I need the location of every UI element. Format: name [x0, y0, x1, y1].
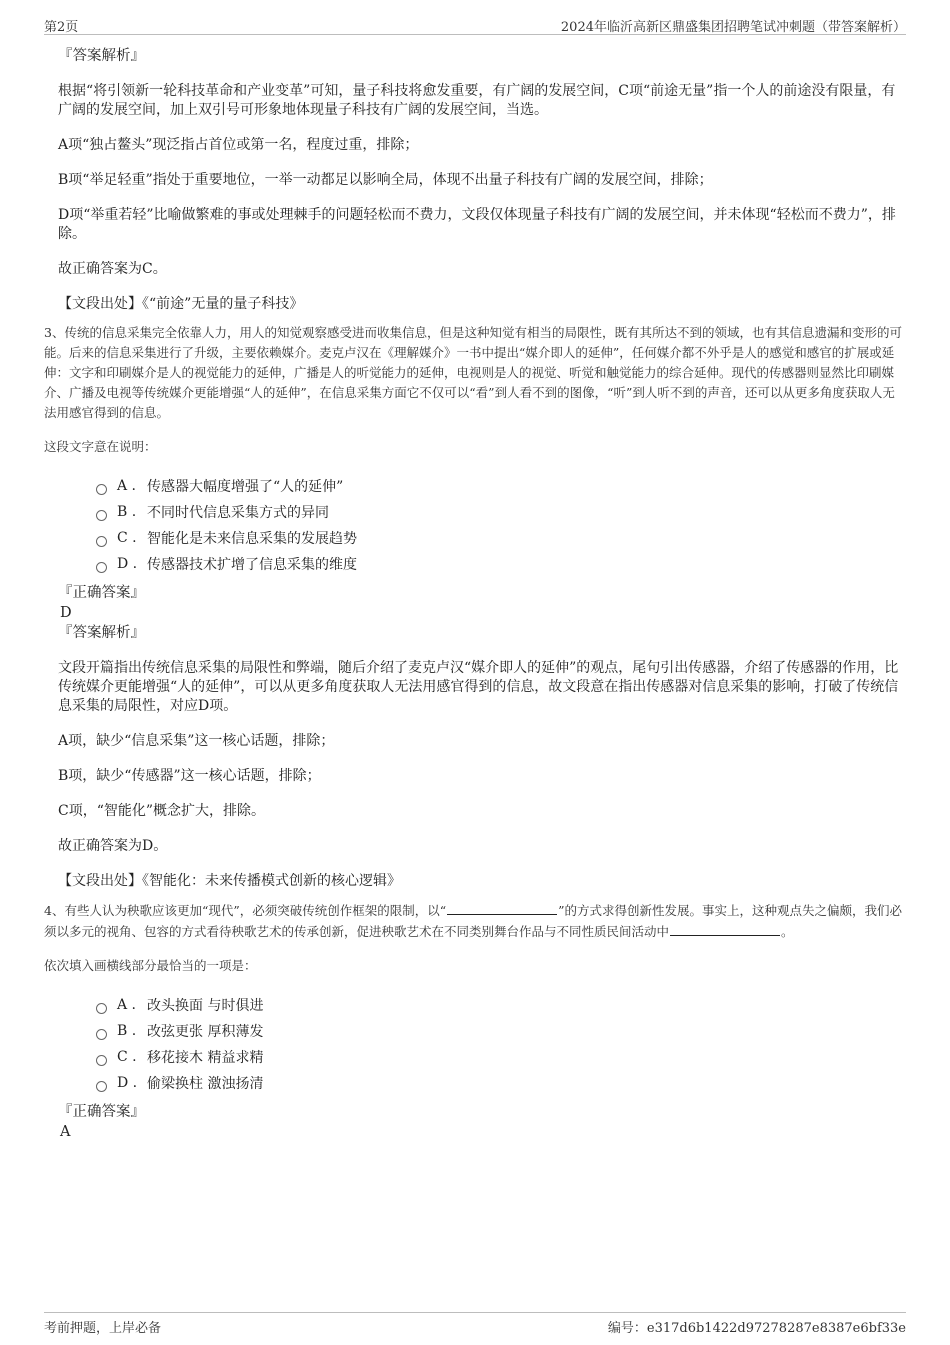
option-letter: D .	[117, 556, 138, 572]
q4-option-c[interactable]	[96, 1044, 906, 1070]
option-letter: D .	[117, 1075, 138, 1091]
footer-code-label: 编号：	[607, 1321, 647, 1336]
q2-analysis-para: A项“独占鳌头”现泛指占首位或第一名，程度过重，排除；	[58, 137, 419, 153]
q3-analysis-label: 『答案解析』	[58, 625, 145, 641]
option-letter: B .	[117, 504, 137, 520]
q3-option-b[interactable]	[96, 499, 906, 525]
q4-stem	[44, 900, 906, 942]
option-text: 不同时代信息采集方式的异同	[147, 505, 329, 521]
footer-code-value: e317d6b1422d97278287e8387e6bf33e	[646, 1321, 906, 1336]
option-letter: C .	[117, 530, 137, 546]
radio-icon[interactable]	[96, 484, 107, 495]
radio-icon[interactable]	[96, 1029, 107, 1040]
q3-option-a[interactable]	[96, 473, 906, 499]
page-number: 第2页	[44, 20, 79, 35]
footer-code	[608, 1317, 906, 1336]
radio-icon[interactable]	[96, 1003, 107, 1014]
page-content	[44, 46, 906, 1142]
q4-correct-label: 『正确答案』	[58, 1104, 145, 1120]
q3-stem: 3、传统的信息采集完全依靠人力，用人的知觉观察感受进而收集信息，但是这种知觉有相当的局限性，既有其所达不到的领域，也有其信息遗漏和变形的可能。后来的信息采集进行了升级，主要依赖媒介。麦克卢汉在《理解媒介》一书中提出“媒介即人的延伸”，任何媒介都不外乎是人的感觉和感官的扩展或延伸：文字和印刷媒介是人的视觉能力的延伸，广播是人的听觉能力的延伸，电视则是人的视觉、听觉和触觉能力的综合延伸。现代的传感器则显然比印刷媒介、广播及电视等传统媒介更能增强“人的延伸”，在信息采集方面它不仅可以“看”到人看不到的图像，“听”到人听不到的声音，还可以从更多角度获取人无法用感官得到的信息。	[44, 325, 902, 420]
q3-analysis-para: C项，“智能化”概念扩大，排除。	[58, 803, 266, 819]
radio-icon[interactable]	[96, 1081, 107, 1092]
q3-prompt: 这段文字意在说明：	[44, 439, 157, 454]
q4-option-d[interactable]	[96, 1070, 906, 1096]
option-letter: A .	[117, 997, 137, 1013]
q3-analysis-para: 文段开篇指出传统信息采集的局限性和弊端，随后介绍了麦克卢汉“媒介即人的延伸”的观点，尾句引出传感器，介绍了传感器的作用，比传统媒介更能增强“人的延伸”，可以从更多角度获取人无法用感官得到的信息，故文段意在指出传感器对信息采集的影响，打破了传统信息采集的局限性，对应D项。	[58, 660, 899, 714]
q3-option-c[interactable]	[96, 525, 906, 551]
radio-icon[interactable]	[96, 562, 107, 573]
option-letter: B .	[117, 1023, 137, 1039]
radio-icon[interactable]	[96, 510, 107, 521]
q3-correct-value: D	[60, 605, 72, 621]
option-text: 传感器大幅度增强了“人的延伸”	[147, 479, 344, 495]
option-text: 传感器技术扩增了信息采集的维度	[147, 557, 357, 573]
q4-prompt: 依次填入画横线部分最恰当的一项是：	[44, 958, 257, 973]
q2-analysis-para: B项“举足轻重”指处于重要地位，一举一动都足以影响全局，体现不出量子科技有广阔的发展空间，排除；	[58, 172, 713, 188]
page-footer	[44, 1312, 906, 1335]
q3-analysis-para: A项，缺少“信息采集”这一核心话题，排除；	[58, 733, 335, 749]
option-text: 移花接木 精益求精	[147, 1050, 264, 1066]
q2-source: 【文段出处】《“前途”无量的量子科技》	[58, 296, 304, 312]
q4-stem-part2: ”的方式求得创新性发展。事实上，这种观点失之偏颇，我们必须以多元的视角、包容的方式看待秧歌艺术的传承创新，促进秧歌艺术在不同类别舞台作品与不同性质民间活动中	[44, 903, 903, 939]
q4-stem-part1: 4、有些人认为秧歌应该更加“现代”，必须突破传统创作框架的限制，以“	[44, 903, 447, 918]
q3-correct-label: 『正确答案』	[58, 585, 145, 601]
q2-analysis-para: 故正确答案为C。	[58, 261, 167, 277]
page-header	[44, 14, 906, 35]
radio-icon[interactable]	[96, 1055, 107, 1066]
radio-icon[interactable]	[96, 536, 107, 547]
option-text: 改头换面 与时俱进	[147, 998, 264, 1014]
footer-slogan: 考前押题，上岸必备	[44, 1321, 162, 1336]
option-letter: A .	[117, 478, 137, 494]
option-text: 改弦更张 厚积薄发	[147, 1024, 264, 1040]
q2-analysis-label: 『答案解析』	[58, 48, 145, 64]
q4-correct-value: A	[60, 1124, 71, 1140]
q4-options	[96, 992, 906, 1096]
q2-analysis-para: D项“举重若轻”比喻做繁难的事或处理棘手的问题轻松而不费力，文段仅体现量子科技有广阔的发展空间，并未体现“轻松而不费力”，排除。	[58, 207, 896, 242]
q3-source: 【文段出处】《智能化：未来传播模式创新的核心逻辑》	[58, 873, 401, 889]
q3-analysis-para: 故正确答案为D。	[58, 838, 168, 854]
q4-option-b[interactable]	[96, 1018, 906, 1044]
q3-analysis-para: B项，缺少“传感器”这一核心话题，排除；	[58, 768, 321, 784]
q2-analysis-para: 根据“将引领新一轮科技革命和产业变革”可知，量子科技将愈发重要，有广阔的发展空间，C项“前途无量”指一个人的前途没有限量，有广阔的发展空间，加上双引号可形象地体现量子科技有广阔的发展空间，当选。	[58, 83, 896, 118]
document-title: 2024年临沂高新区鼎盛集团招聘笔试冲刺题（带答案解析）	[560, 20, 906, 35]
option-letter: C .	[117, 1049, 137, 1065]
q4-stem-part3: 。	[781, 924, 794, 939]
fill-blank-1[interactable]	[447, 900, 557, 915]
q4-option-a[interactable]	[96, 992, 906, 1018]
option-text: 偷梁换柱 激浊扬清	[147, 1076, 264, 1092]
option-text: 智能化是未来信息采集的发展趋势	[147, 531, 357, 547]
q3-option-d[interactable]	[96, 551, 906, 577]
q3-options	[96, 473, 906, 577]
fill-blank-2[interactable]	[670, 921, 780, 936]
